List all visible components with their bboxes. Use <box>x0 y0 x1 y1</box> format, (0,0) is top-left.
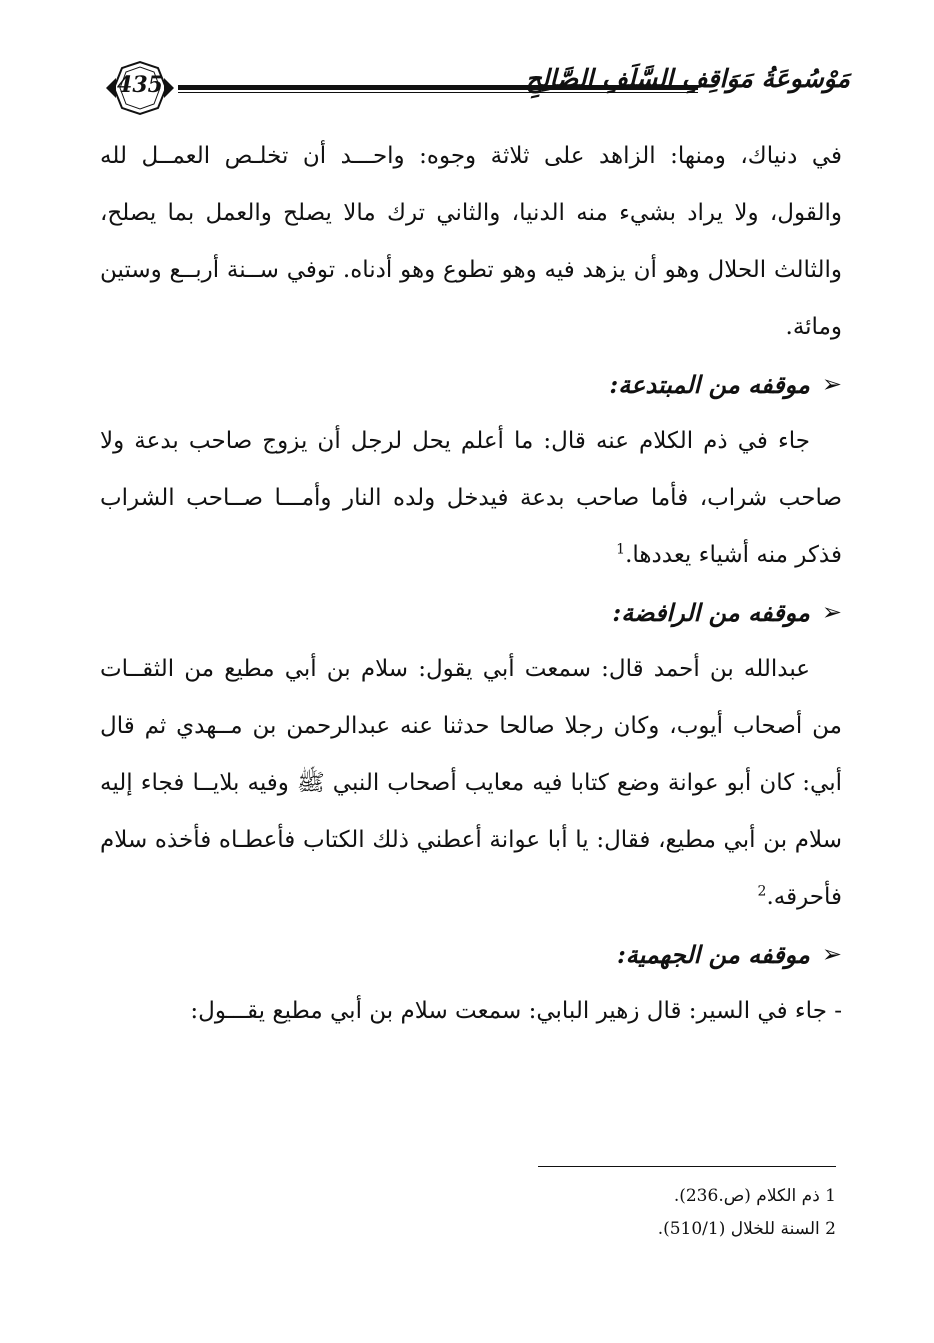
footnote-1: 1 ذم الكلام (ص.236). <box>673 1186 836 1206</box>
heading-mubtadia-label: موقفه من المبتدعة: <box>609 370 810 399</box>
footnotes <box>500 1180 836 1246</box>
footnote-divider <box>538 1166 836 1167</box>
footnote-ref-1[interactable]: 1 <box>616 541 626 558</box>
paragraph-rafida <box>100 641 842 926</box>
paragraph-rafida-text: عبدالله بن أحمد قال: سمعت أبي يقول: سلام بن أبي مطيع من الثقــات من أصحاب أيوب، وكان رجلا صالحا حدثنا عنه عبدالرحمن بن مــهدي ثم قال أبي: كان أبو عوانة وضع كتابا فيه معايب أصحاب النبي ﷺ وفيه بلايــا فجاء إليه سلام بن أبي مطيع، فقال: يا أبا عوانة أعطني ذلك الكتاب فأعطـاه فأخذه سلام فأحرقه. <box>100 656 842 910</box>
arrow-pointer-icon: ➢ <box>821 598 842 626</box>
page-header <box>100 58 850 118</box>
arrow-pointer-icon: ➢ <box>821 940 842 968</box>
paragraph-mubtadia-text: جاء في ذم الكلام عنه قال: ما أعلم يحل لرجل أن يزوج صاحب بدعة ولا صاحب شراب، فأما صاحب بدعة فيدخل ولده النار وأمـــا صــاحب الشراب فذكر منه أشياء يعددها. <box>100 428 842 568</box>
heading-rafida <box>100 584 842 641</box>
main-text <box>100 128 842 1040</box>
footnote-ref-2[interactable]: 2 <box>757 883 767 900</box>
heading-jahmiyya <box>100 926 842 983</box>
paragraph-zuhd: في دنياك، ومنها: الزاهد على ثلاثة وجوه: واحـــد أن تخلـص العمــل لله والقول، ولا يراد بشيء منه الدنيا، والثاني ترك مالا يصلح والعمل بما يصلح، والثالث الحلال وهو أن يزهد فيه وهو تطوع وهو أدناه. توفي ســنة أربــع وستين ومائة. <box>100 143 842 340</box>
footnote-2: 2 السنة للخلال (510/1). <box>657 1219 836 1239</box>
heading-jahmiyya-label: موقفه من الجهمية: <box>616 940 810 969</box>
page-number-badge <box>100 58 180 118</box>
heading-rafida-label: موقفه من الرافضة: <box>612 598 810 627</box>
heading-mubtadia <box>100 356 842 413</box>
paragraph-mubtadia <box>100 413 842 584</box>
page-number: 435 <box>117 72 163 98</box>
paragraph-jahmiyya: - جاء في السير: قال زهير البابي: سمعت سلام بن أبي مطيع يقـــول: <box>190 998 842 1024</box>
series-title: مَوْسُوعَةُ مَوَاقِفِ السَّلَفِ الصَّالِحِ <box>525 64 850 93</box>
arrow-pointer-icon: ➢ <box>821 370 842 398</box>
